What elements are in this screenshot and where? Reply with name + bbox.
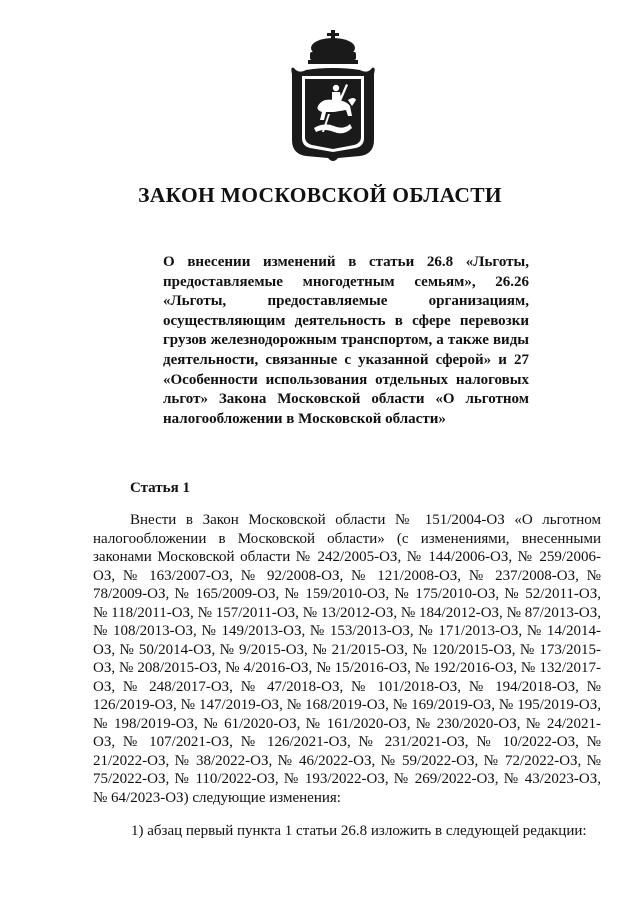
law-subject: О внесении изменений в статьи 26.8 «Льготы, предоставляемые многодетным семьям», 26.26 «Льготы, предоставляемые организациям, осуществляющим деятельность в сфере перевозки грузов железнодорожным транспортом, а также виды деятельности, связанные с указанной сферой» и 27 «Особенности использования отдельных налоговых льгот» Закона Московской области «О льготном налогообложении в Московской области» bbox=[163, 254, 529, 427]
moscow-oblast-coat-of-arms-icon bbox=[288, 30, 378, 170]
law-title: ЗАКОН МОСКОВСКОЙ ОБЛАСТИ bbox=[138, 183, 502, 207]
amendment-item-1: 1) абзац первый пункта 1 статьи 26.8 изложить в следующей редакции: bbox=[131, 823, 587, 839]
article-body-paragraph: Внести в Закон Московской области № 151/2004-ОЗ «О льготном налогообложении в Московской области» (с изменениями, внесенными законами Московской области № 242/2005-ОЗ, № 144/2006-ОЗ, № 259/2006-ОЗ, № 163/2007-ОЗ, № 92/2008-ОЗ, № 121/2008-ОЗ, № 237/2008-ОЗ, № 78/2009-ОЗ, № 165/2009-ОЗ, № 159/2010-ОЗ, № 175/2010-ОЗ, № 52/2011-ОЗ, № 118/2011-ОЗ, № 157/2011-ОЗ, № 13/2012-ОЗ, № 184/2012-ОЗ, № 87/2013-ОЗ, № 108/2013-ОЗ, № 149/2013-ОЗ, № 153/2013-ОЗ, № 171/2013-ОЗ, № 14/2014-ОЗ, № 50/2014-ОЗ, № 9/2015-ОЗ, № 21/2015-ОЗ, № 120/2015-ОЗ, № 173/2015-ОЗ, № 208/2015-ОЗ, № 4/2016-ОЗ, № 15/2016-ОЗ, № 192/2016-ОЗ, № 132/2017-ОЗ, № 248/2017-ОЗ, № 47/2018-ОЗ, № 101/2018-ОЗ, № 194/2018-ОЗ, № 126/2019-ОЗ, № 147/2019-ОЗ, № 168/2019-ОЗ, № 169/2019-ОЗ, № 195/2019-ОЗ, № 198/2019-ОЗ, № 61/2020-ОЗ, № 161/2020-ОЗ, № 230/2020-ОЗ, № 24/2021-ОЗ, № 107/2021-ОЗ, № 126/2021-ОЗ, № 231/2021-ОЗ, № 10/2022-ОЗ, № 21/2022-ОЗ, № 38/2022-ОЗ, № 46/2022-ОЗ, № 59/2022-ОЗ, № 72/2022-ОЗ, № 75/2022-ОЗ, № 110/2022-ОЗ, № 193/2022-ОЗ, № 269/2022-ОЗ, № 43/2023-ОЗ, № 64/2023-ОЗ) следующие изменения: bbox=[93, 512, 601, 806]
article-heading: Статья 1 bbox=[130, 480, 190, 496]
